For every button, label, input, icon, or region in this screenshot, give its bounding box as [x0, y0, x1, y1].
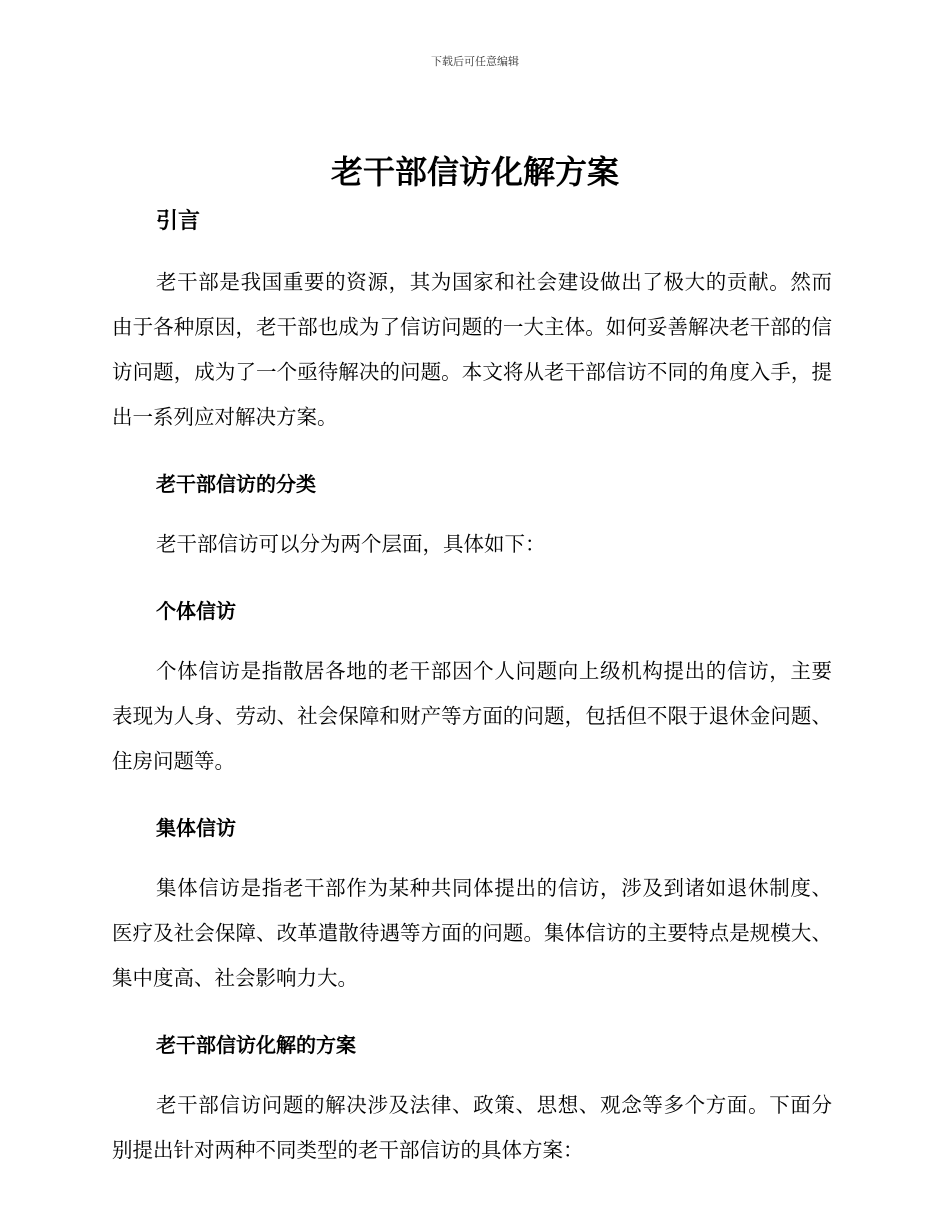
section-heading-individual: 个体信访: [156, 599, 236, 623]
document-body: [112, 200, 832, 1173]
section-heading-classification: 老干部信访的分类: [156, 472, 316, 496]
header-note: 下载后可任意编辑: [431, 55, 519, 68]
document-title: 老干部信访化解方案: [330, 153, 619, 191]
paragraph-solution: 老干部信访问题的解决涉及法律、政策、思想、观念等多个方面。下面分别提出针对两种不同类型的老干部信访的具体方案：: [112, 1093, 832, 1162]
paragraph-classification: 老干部信访可以分为两个层面，具体如下：: [156, 532, 546, 556]
paragraph-intro: 老干部是我国重要的资源，其为国家和社会建设做出了极大的贡献。然而由于各种原因，老干部也成为了信访问题的一大主体。如何妥善解决老干部的信访问题，成为了一个亟待解决的问题。本文将从老干部信访不同的角度入手，提出一系列应对解决方案。: [112, 270, 832, 429]
section-heading-solution: 老干部信访化解的方案: [156, 1033, 356, 1057]
paragraph-collective: 集体信访是指老干部作为某种共同体提出的信访，涉及到诸如退休制度、医疗及社会保障、改革遣散待遇等方面的问题。集体信访的主要特点是规模大、集中度高、社会影响力大。: [112, 876, 832, 990]
section-heading-intro: 引言: [156, 209, 201, 234]
paragraph-individual: 个体信访是指散居各地的老干部因个人问题向上级机构提出的信访，主要表现为人身、劳动、社会保障和财产等方面的问题，包括但不限于退休金问题、住房问题等。: [112, 659, 832, 773]
section-heading-collective: 集体信访: [156, 816, 236, 840]
